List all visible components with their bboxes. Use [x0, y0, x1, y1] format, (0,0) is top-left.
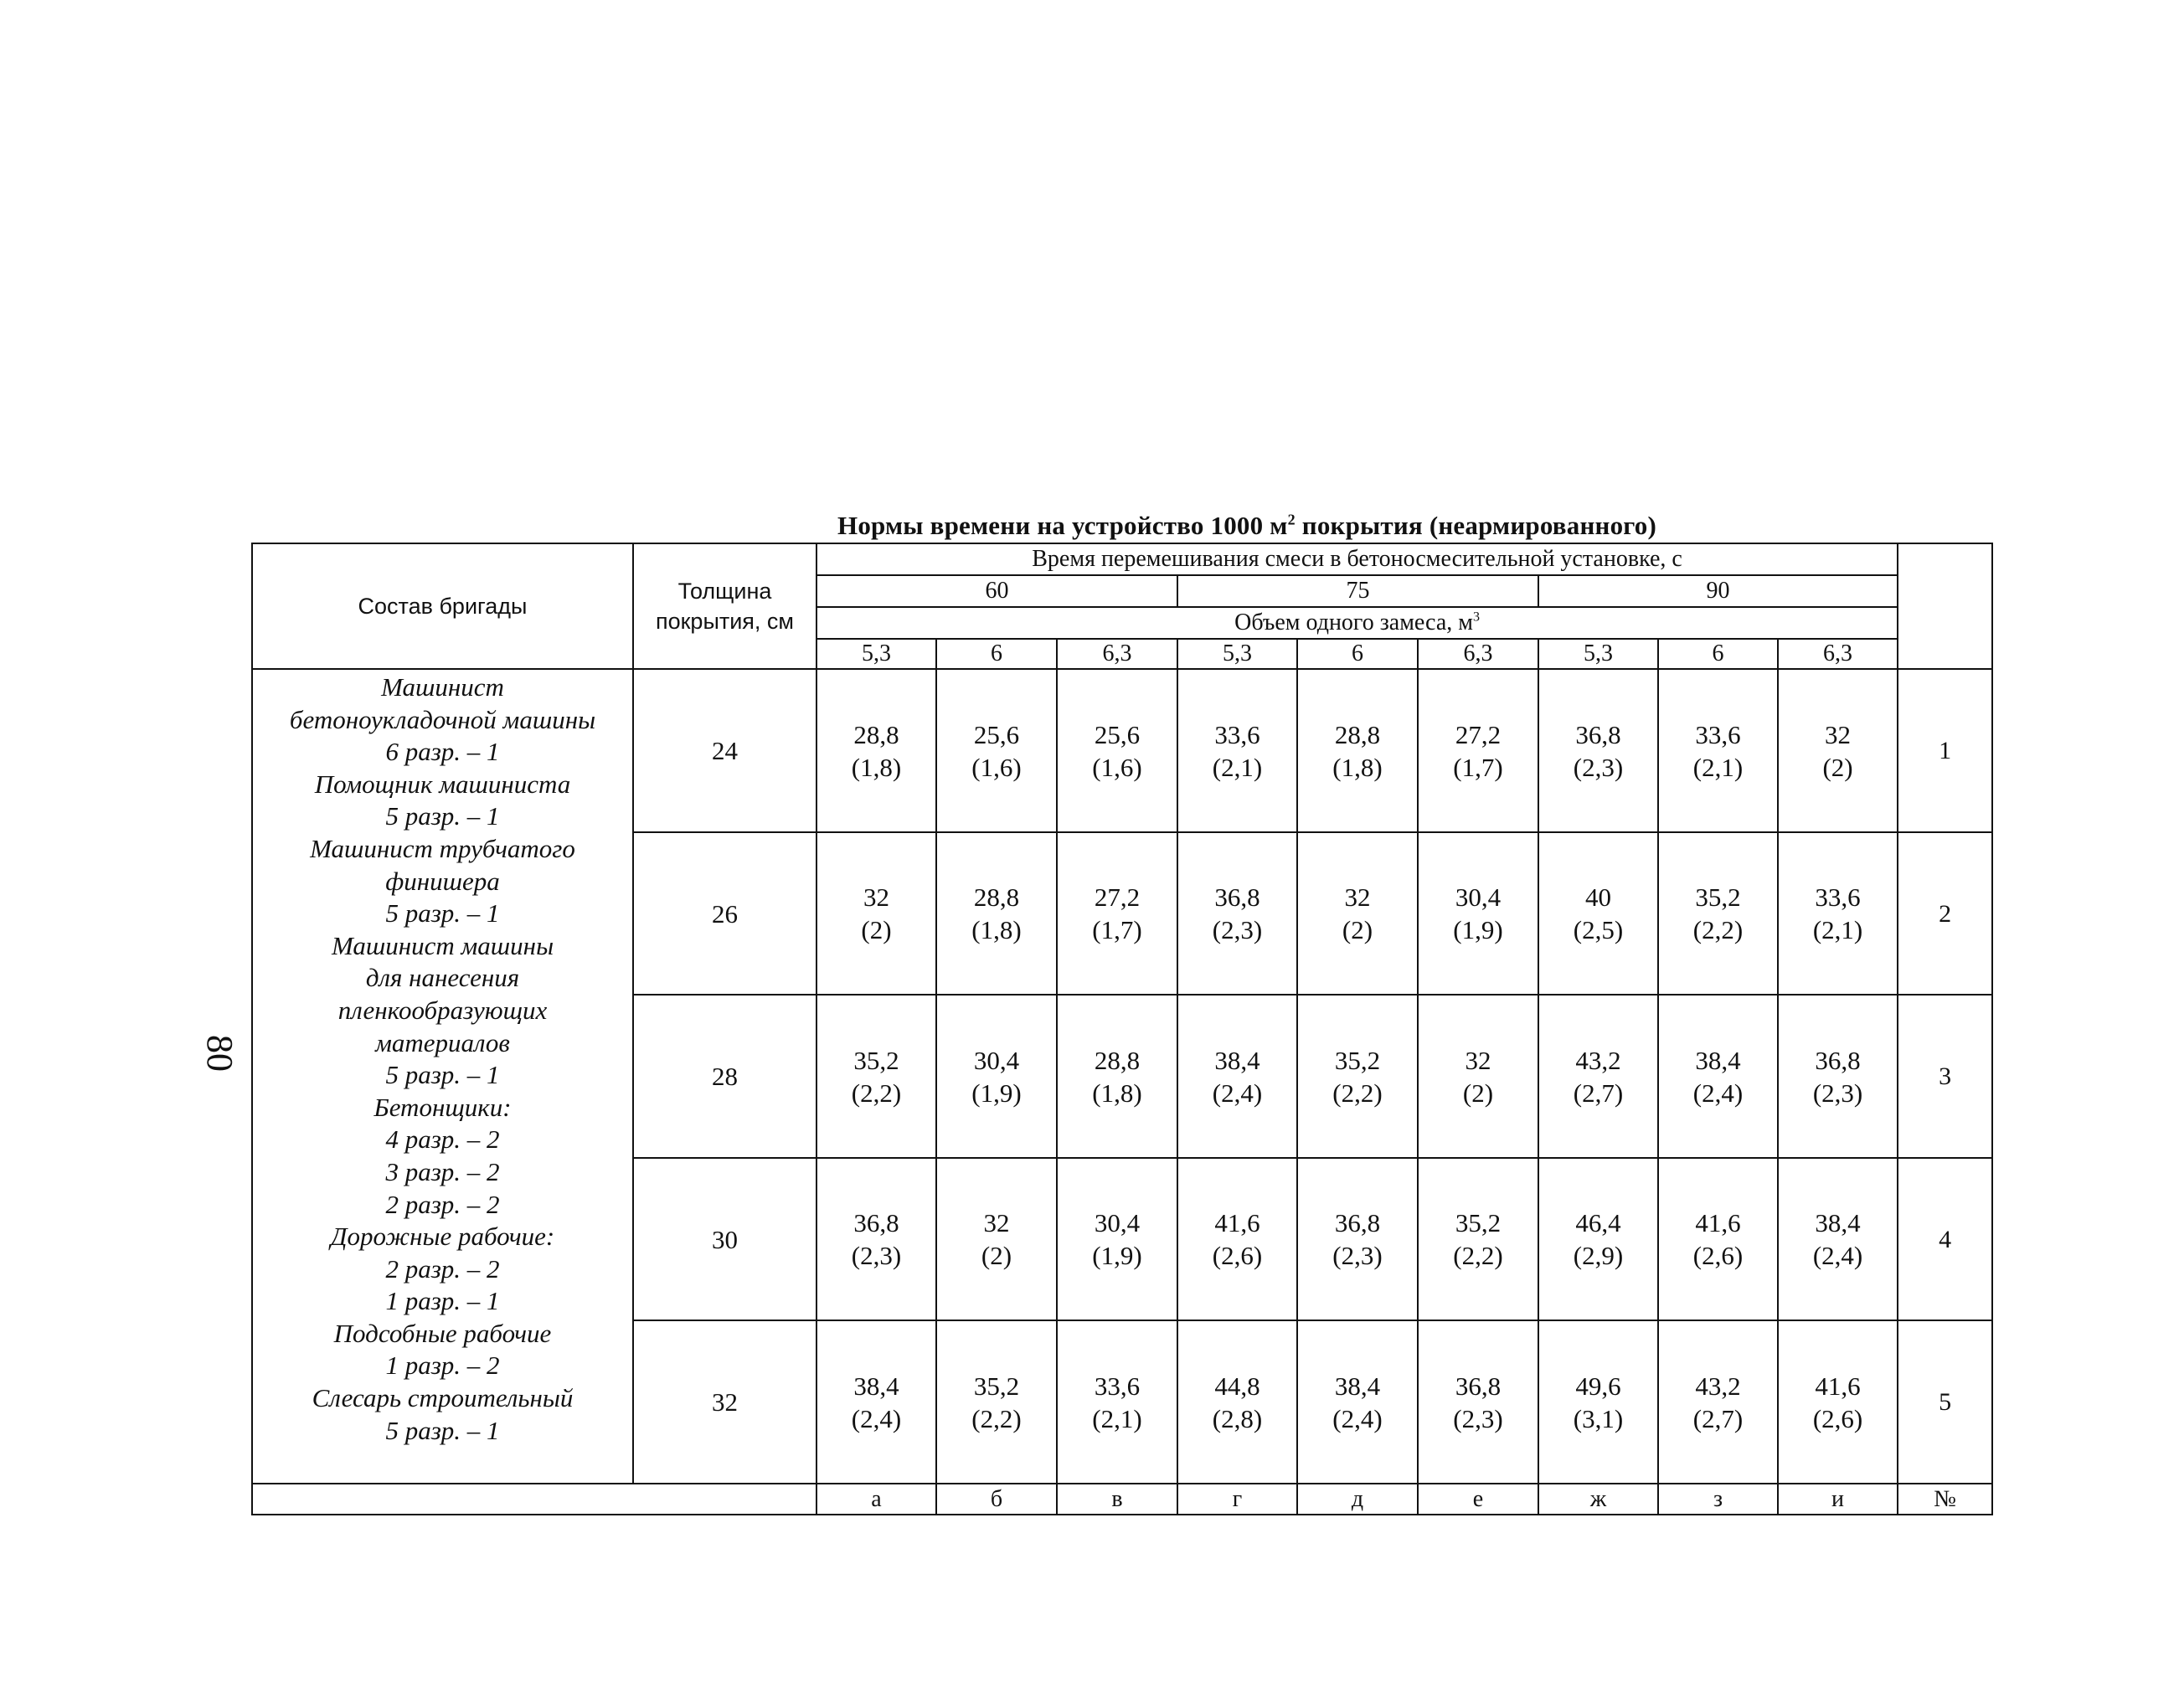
crew-line: 5 разр. – 1	[385, 898, 500, 929]
crew-line: 5 разр. – 1	[385, 1415, 500, 1445]
number-label: №	[1898, 1484, 1992, 1515]
norm-cell	[1177, 995, 1297, 1158]
norm-cell	[816, 1320, 936, 1484]
norm-paren: (2,3)	[1453, 1403, 1503, 1433]
table-title	[251, 512, 2179, 540]
norm-value: 36,8	[1575, 719, 1621, 749]
crew-line: 1 разр. – 2	[385, 1350, 500, 1381]
norm-cell	[1538, 1158, 1658, 1320]
norm-value: 36,8	[1455, 1371, 1502, 1401]
norm-cell	[1658, 1158, 1778, 1320]
norm-cell	[1297, 669, 1418, 832]
norm-cell	[1057, 995, 1177, 1158]
norm-value: 35,2	[1334, 1045, 1381, 1075]
batch-volume-label: Объем одного замеса, м	[1234, 610, 1473, 635]
norm-value: 38,4	[1334, 1371, 1381, 1401]
norm-value: 25,6	[973, 719, 1020, 749]
norm-paren: (2)	[1462, 1078, 1494, 1108]
crew-line: Дорожные рабочие:	[330, 1222, 555, 1252]
norm-cell	[1057, 669, 1177, 832]
norm-paren: (2,1)	[1092, 1403, 1142, 1433]
norm-value: 32	[983, 1208, 1010, 1237]
volume-cell: 6,3	[1778, 639, 1898, 669]
norm-value: 30,4	[1094, 1208, 1141, 1237]
norm-paren: (2,3)	[1812, 1078, 1863, 1108]
norm-paren: (2,3)	[1212, 915, 1263, 944]
norm-paren: (2,4)	[1812, 1241, 1863, 1270]
volume-cell: 6	[1297, 639, 1418, 669]
norm-value: 33,6	[1214, 719, 1260, 749]
row-number: 3	[1898, 995, 1992, 1158]
thickness-cell: 32	[633, 1320, 816, 1484]
norm-value: 36,8	[1214, 882, 1260, 912]
crew-line: Подсобные рабочие	[333, 1318, 552, 1348]
column-letter: з	[1658, 1484, 1778, 1515]
mixing-90: 90	[1538, 575, 1898, 607]
norm-paren: (2,6)	[1692, 1241, 1744, 1270]
norm-value: 32	[1465, 1045, 1491, 1075]
norm-cell	[1658, 995, 1778, 1158]
norm-paren: (2,8)	[1212, 1403, 1263, 1433]
crew-line: пленкообразующих	[337, 995, 548, 1025]
crew-line: Помощник машиниста	[314, 769, 571, 799]
norm-paren: (2,6)	[1212, 1241, 1263, 1270]
norm-paren: (2,2)	[971, 1403, 1022, 1433]
norm-paren: (1,8)	[1092, 1078, 1142, 1108]
norm-value: 38,4	[1214, 1045, 1260, 1075]
volume-cell: 6,3	[1057, 639, 1177, 669]
norm-paren: (2,2)	[1332, 1078, 1383, 1108]
norm-cell	[1538, 1320, 1658, 1484]
crew-line: Машинист машины	[331, 930, 554, 960]
title-superscript: 2	[1287, 511, 1296, 528]
norm-paren: (1,9)	[1092, 1241, 1142, 1270]
norm-paren: (2,9)	[1573, 1241, 1624, 1270]
norm-value: 25,6	[1094, 719, 1141, 749]
norm-cell	[936, 669, 1057, 832]
crew-line: 2 разр. – 2	[385, 1253, 500, 1284]
volume-cell: 5,3	[1538, 639, 1658, 669]
norm-value: 40	[1585, 882, 1611, 912]
volume-cell: 6,3	[1418, 639, 1538, 669]
norm-cell	[1418, 1320, 1538, 1484]
row-number: 2	[1898, 832, 1992, 995]
mixing-time-header: Время перемешивания смеси в бетоносмесительной установке, с	[816, 543, 1898, 575]
column-letter: д	[1297, 1484, 1418, 1515]
crew-line: 1 разр. – 1	[385, 1286, 500, 1316]
norm-paren: (1,9)	[1453, 915, 1503, 944]
norm-cell	[1297, 1158, 1418, 1320]
norm-value: 32	[1825, 719, 1852, 749]
norm-paren: (2,4)	[1692, 1078, 1744, 1108]
norm-paren: (1,9)	[971, 1078, 1022, 1108]
norm-value: 28,8	[853, 719, 899, 749]
norm-paren: (1,8)	[851, 752, 902, 782]
norm-value: 30,4	[973, 1045, 1020, 1075]
norm-cell	[1297, 832, 1418, 995]
norm-cell	[1778, 995, 1898, 1158]
column-letter: б	[936, 1484, 1057, 1515]
thickness-cell: 24	[633, 669, 816, 832]
norm-paren: (2,4)	[1332, 1403, 1383, 1433]
mixing-60: 60	[816, 575, 1177, 607]
batch-volume-sup: 3	[1472, 610, 1480, 625]
column-letter: г	[1177, 1484, 1297, 1515]
norm-paren: (3,1)	[1573, 1403, 1624, 1433]
norm-paren: (2,7)	[1692, 1403, 1744, 1433]
norm-paren: (1,8)	[971, 915, 1022, 944]
norm-cell	[1057, 832, 1177, 995]
norm-paren: (1,8)	[1332, 752, 1383, 782]
norm-value: 28,8	[1334, 719, 1381, 749]
norm-value: 38,4	[853, 1371, 899, 1401]
crew-line: финишера	[385, 866, 500, 896]
column-letter: а	[816, 1484, 936, 1515]
volume-cell: 5,3	[816, 639, 936, 669]
norm-value: 35,2	[973, 1371, 1020, 1401]
norm-value: 36,8	[1815, 1045, 1861, 1075]
norm-paren: (2,6)	[1812, 1403, 1863, 1433]
norm-value: 43,2	[1695, 1371, 1741, 1401]
norm-value: 35,2	[1455, 1208, 1502, 1237]
volume-cell: 6	[1658, 639, 1778, 669]
thickness-header: Толщина покрытия, см	[633, 543, 816, 669]
norm-value: 27,2	[1455, 719, 1502, 749]
column-letter: е	[1418, 1484, 1538, 1515]
norm-cell	[816, 995, 936, 1158]
norm-value: 38,4	[1695, 1045, 1741, 1075]
norm-cell	[1538, 832, 1658, 995]
crew-line: 5 разр. – 1	[385, 801, 500, 831]
norm-cell	[1177, 1158, 1297, 1320]
norm-cell	[1538, 669, 1658, 832]
title-text-after: покрытия (неармированного)	[1295, 511, 1656, 540]
norm-value: 30,4	[1455, 882, 1502, 912]
norm-value: 32	[863, 882, 889, 912]
norm-paren: (2,1)	[1212, 752, 1263, 782]
norm-paren: (2,1)	[1812, 915, 1863, 944]
norm-cell	[936, 1320, 1057, 1484]
norm-paren: (2,3)	[851, 1241, 902, 1270]
thickness-cell: 30	[633, 1158, 816, 1320]
thickness-cell: 28	[633, 995, 816, 1158]
norm-value: 35,2	[853, 1045, 899, 1075]
crew-line: 3 разр. – 2	[385, 1156, 500, 1186]
norm-paren: (2,4)	[851, 1403, 902, 1433]
row-number: 5	[1898, 1320, 1992, 1484]
norm-cell	[1177, 832, 1297, 995]
norm-cell	[1538, 995, 1658, 1158]
norm-value: 41,6	[1815, 1371, 1861, 1401]
crew-line: Машинист	[381, 672, 504, 702]
norm-value: 46,4	[1575, 1208, 1621, 1237]
volume-cell: 5,3	[1177, 639, 1297, 669]
norm-cell	[1418, 995, 1538, 1158]
norm-paren: (2,3)	[1573, 752, 1624, 782]
norm-paren: (1,6)	[971, 752, 1022, 782]
crew-line: Бетонщики:	[373, 1092, 512, 1122]
norm-paren: (2,5)	[1573, 915, 1624, 944]
crew-line: материалов	[375, 1027, 510, 1057]
norm-value: 41,6	[1695, 1208, 1741, 1237]
norm-value: 38,4	[1815, 1208, 1861, 1237]
norm-cell	[1177, 1320, 1297, 1484]
norm-cell	[1658, 832, 1778, 995]
crew-header: Состав бригады	[252, 543, 633, 669]
norm-cell	[1057, 1158, 1177, 1320]
norm-paren: (2,7)	[1573, 1078, 1624, 1108]
column-letter: и	[1778, 1484, 1898, 1515]
norm-value: 33,6	[1815, 882, 1861, 912]
norm-paren: (1,7)	[1453, 752, 1503, 782]
norm-paren: (2,1)	[1692, 752, 1744, 782]
norm-value: 33,6	[1695, 719, 1741, 749]
crew-line: Машинист трубчатого	[310, 833, 575, 863]
page-number: 80	[199, 1035, 240, 1072]
norm-cell	[936, 995, 1057, 1158]
volume-cell: 6	[936, 639, 1057, 669]
crew-line: 4 разр. – 2	[385, 1124, 500, 1155]
norm-paren: (2,2)	[1692, 915, 1744, 944]
norm-cell	[1297, 995, 1418, 1158]
norm-paren: (2)	[981, 1241, 1012, 1270]
row-number: 1	[1898, 669, 1992, 832]
norm-cell	[1057, 1320, 1177, 1484]
norm-value: 27,2	[1094, 882, 1141, 912]
crew-composition	[252, 669, 633, 1484]
crew-line: бетоноукладочной машины	[289, 704, 596, 734]
norm-cell	[816, 832, 936, 995]
header-row-1	[252, 543, 1992, 575]
norm-value: 32	[1344, 882, 1371, 912]
norm-paren: (2)	[1342, 915, 1373, 944]
norm-paren: (2,4)	[1212, 1078, 1263, 1108]
column-letter: ж	[1538, 1484, 1658, 1515]
thickness-cell: 26	[633, 832, 816, 995]
norm-cell	[1297, 1320, 1418, 1484]
norm-value: 28,8	[973, 882, 1020, 912]
norm-paren: (2,2)	[851, 1078, 902, 1108]
norm-paren: (2)	[861, 915, 892, 944]
norm-cell	[1177, 669, 1297, 832]
norm-cell	[1658, 1320, 1778, 1484]
norm-paren: (1,7)	[1092, 915, 1142, 944]
norms-table	[251, 543, 1993, 1515]
norm-cell	[816, 1158, 936, 1320]
table-row	[252, 669, 1992, 832]
norm-cell	[1418, 832, 1538, 995]
norm-cell	[1658, 669, 1778, 832]
mixing-75: 75	[1177, 575, 1538, 607]
norm-value: 36,8	[853, 1208, 899, 1237]
norm-value: 28,8	[1094, 1045, 1141, 1075]
footer-blank	[252, 1484, 816, 1515]
norm-cell	[936, 1158, 1057, 1320]
norm-value: 43,2	[1575, 1045, 1621, 1075]
norm-value: 49,6	[1575, 1371, 1621, 1401]
norm-cell	[1418, 669, 1538, 832]
norm-paren: (1,6)	[1092, 752, 1142, 782]
norm-value: 33,6	[1094, 1371, 1141, 1401]
norm-paren: (2,2)	[1453, 1241, 1503, 1270]
norm-cell	[1778, 1158, 1898, 1320]
crew-line: Слесарь строительный	[312, 1383, 574, 1413]
row-number: 4	[1898, 1158, 1992, 1320]
footer-row	[252, 1484, 1992, 1515]
norm-paren: (2)	[1822, 752, 1853, 782]
crew-line: для нанесения	[365, 963, 520, 993]
norm-cell	[936, 832, 1057, 995]
batch-volume-header	[816, 607, 1898, 639]
norm-cell	[1418, 1158, 1538, 1320]
column-letter: в	[1057, 1484, 1177, 1515]
crew-line: 2 разр. – 2	[385, 1189, 500, 1219]
title-text-before: Нормы времени на устройство 1000 м	[837, 511, 1288, 540]
norm-cell	[1778, 832, 1898, 995]
norm-value: 35,2	[1695, 882, 1741, 912]
crew-line: 6 разр. – 1	[385, 737, 500, 767]
norm-value: 36,8	[1334, 1208, 1381, 1237]
norm-cell	[816, 669, 936, 832]
norm-value: 41,6	[1214, 1208, 1260, 1237]
norm-paren: (2,3)	[1332, 1241, 1383, 1270]
norm-cell	[1778, 1320, 1898, 1484]
crew-line: 5 разр. – 1	[385, 1060, 500, 1090]
num-header-blank	[1898, 543, 1992, 669]
norm-cell	[1778, 669, 1898, 832]
norm-value: 44,8	[1214, 1371, 1260, 1401]
